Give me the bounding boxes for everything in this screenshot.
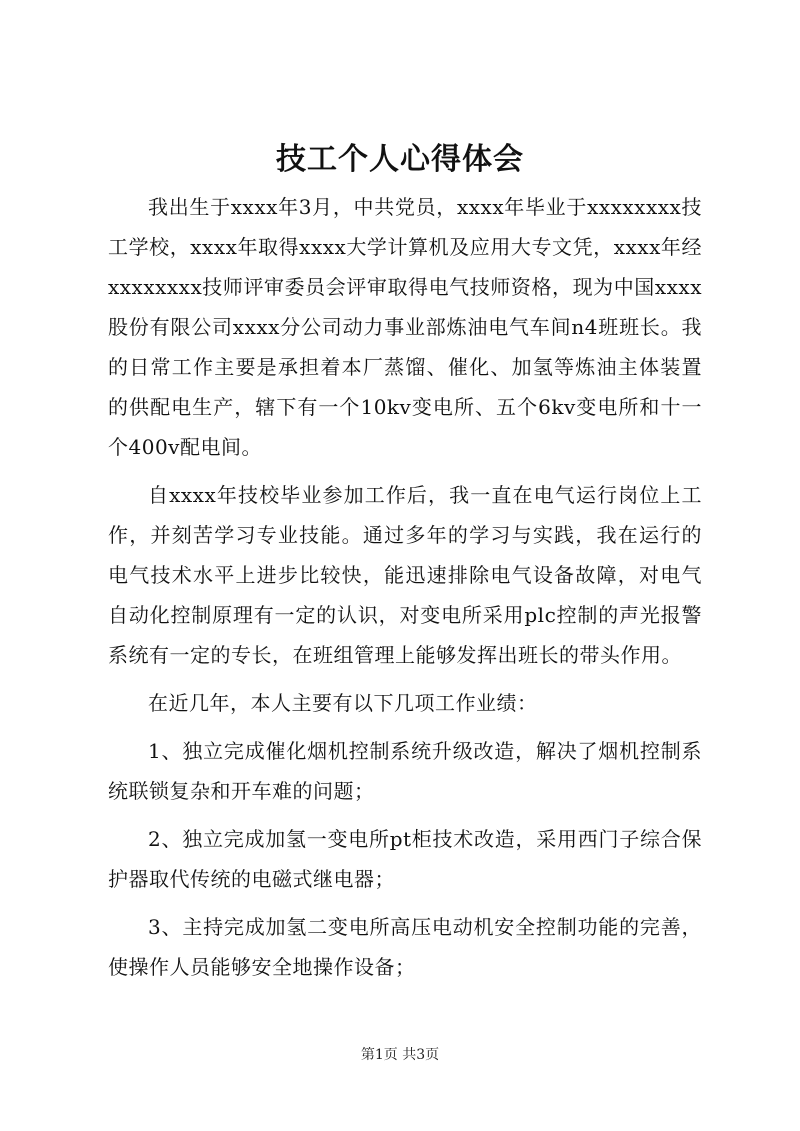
paragraph-achievement-3: 3、主持完成加氢二变电所高压电动机安全控制功能的完善，使操作人员能够安全地操作设备；: [108, 915, 702, 979]
paragraph-achievements-heading: 在近几年，本人主要有以下几项工作业绩：: [148, 691, 538, 715]
paragraph-achievement-1: 1、独立完成催化烟机控制系统升级改造，解决了烟机控制系统联锁复杂和开车难的问题；: [108, 739, 702, 803]
document-body: [108, 187, 702, 991]
paragraph-achievement-2: 2、独立完成加氢一变电所pt柜技术改造，采用西门子综合保护器取代传统的电磁式继电器；: [108, 827, 702, 891]
paragraph-intro: 我出生于xxxx年3月，中共党员，xxxx年毕业于xxxxxxxx技工学校，xxxx年取得xxxx大学计算机及应用大专文凭，xxxx年经xxxxxxxx技师评审委员会评审取得电气技师资格，现为中国xxxx股份有限公司xxxx分公司动力事业部炼油电气车间n4班班长。我的日常工作主要是承担着本厂蒸馏、催化、加氢等炼油主体装置的供配电生产，辖下有一个10kv变电所、五个6kv变电所和十一个400v配电间。: [108, 195, 702, 459]
page-footer: 第1页 共3页: [360, 1047, 440, 1063]
paragraph-career: 自xxxx年技校毕业参加工作后，我一直在电气运行岗位上工作，并刻苦学习专业技能。通过多年的学习与实践，我在运行的电气技术水平上进步比较快，能迅速排除电气设备故障，对电气自动化控制原理有一定的认识，对变电所采用plc控制的声光报警系统有一定的专长，在班组管理上能够发挥出班长的带头作用。: [108, 483, 702, 667]
document-title: 技工个人心得体会: [276, 142, 524, 177]
